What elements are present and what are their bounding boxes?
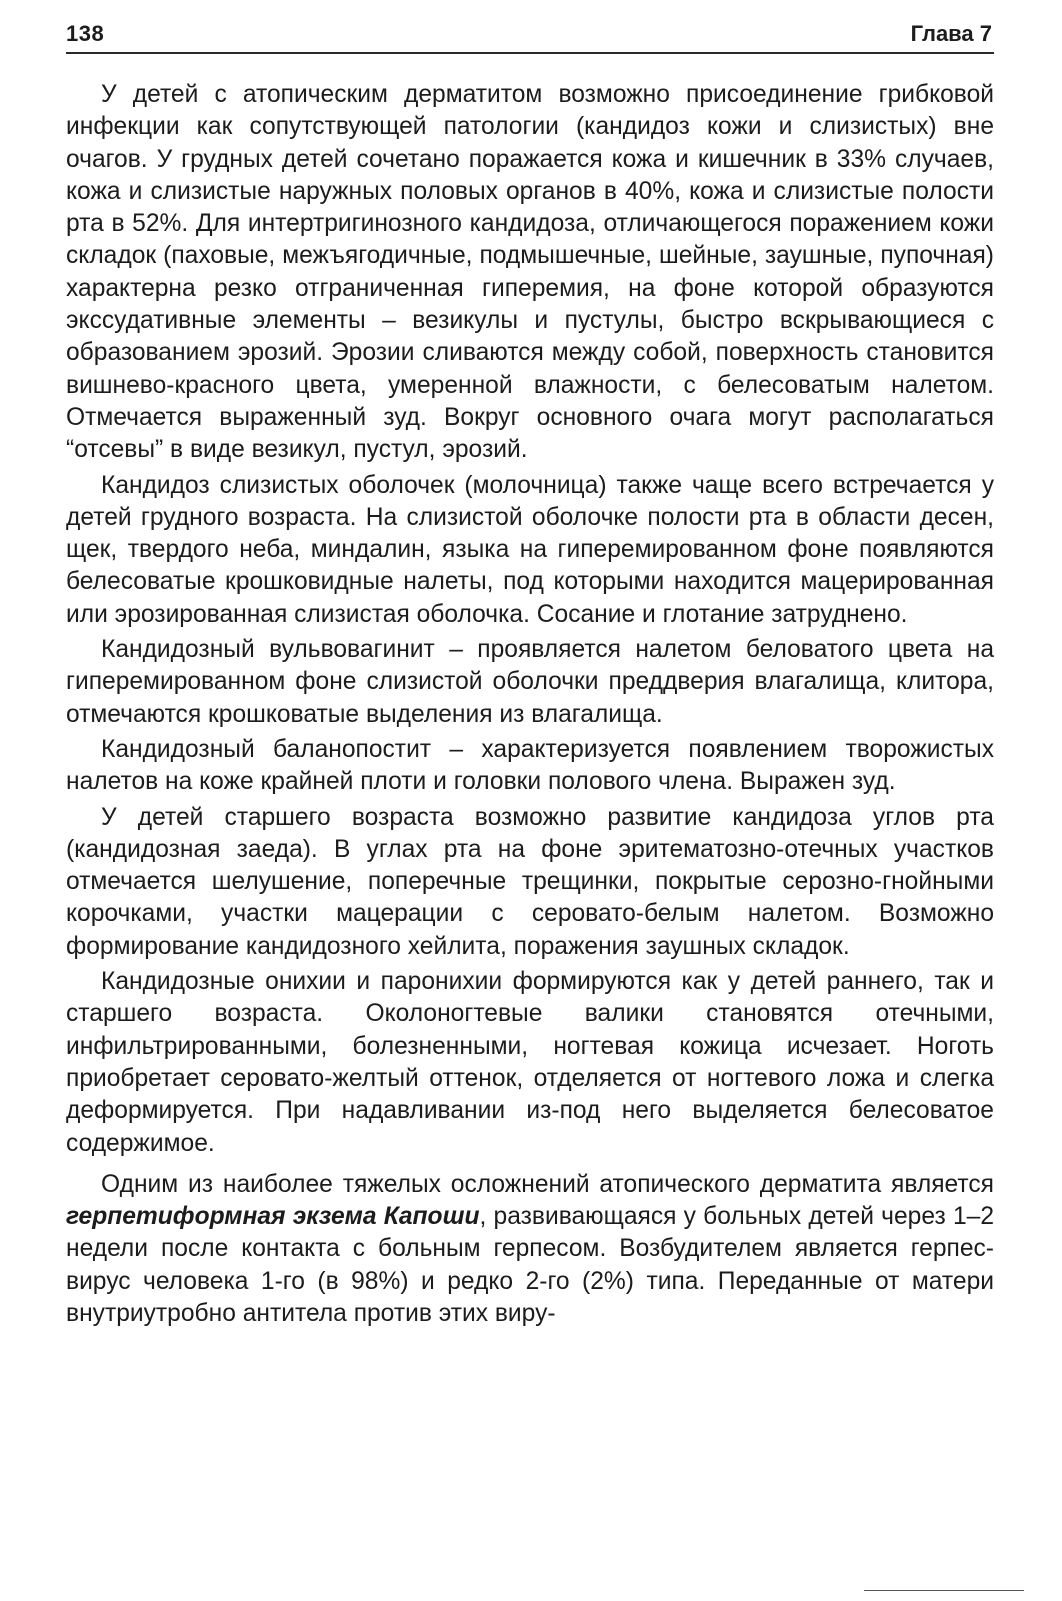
paragraph-atopic-fungal: У детей с атопическим дерматитом возможно присоединение грибковой инфекции как сопутствующей патологии (кандидоз кожи и слизистых) вне очагов. У грудных детей сочетано поражается кожа и кишечник в 33% случаев, кожа и слизистые наружных половых органов в 40%, кожа и слизистые полости рта в 52%. Для интертригинозного кандидоза, отличающегося поражением кожи складок (паховые, межъягодичные, подмышечные, шейные, заушные, пупочная) характерна резко отграниченная гиперемия, на фоне которой образуются экссудативные элементы – везикулы и пустулы, быстро вскрывающиеся с образованием эрозий. Эрозии сливаются между собой, поверхность становится вишнево-красного цвета, умеренной влажности, с белесоватым налетом. Отмечается выраженный зуд. Вокруг основного очага могут располагаться “отсевы” в виде везикул, пустул, эрозий.	[66, 81, 994, 464]
kaposi-intro-text: Одним из наиболее тяжелых осложнений атопического дерматита является	[101, 1170, 994, 1198]
paragraph-mucosal-candidiasis: Кандидоз слизистых оболочек (молочница) также чаще всего встречается у детей грудного возраста. На слизистой оболочке полости рта в области десен, щек, твердого неба, миндалин, языка на гиперемированном фоне появляются белесоватые крошковидные налеты, под которыми находится мацерированная или эрозированная слизистая оболочка. Сосание и глотание затруднено.	[66, 471, 994, 628]
chapter-label: Глава 7	[910, 21, 992, 46]
kaposi-continuation-text: , развивающаяся у больных детей через 1–2 недели после контакта с больным герпесом. Возбудителем является герпес-вирус человека 1-го (в 98%) и редко 2-го (2%) типа. Переданные от матери внутриутробно антитела против этих виру-	[66, 1203, 995, 1327]
paragraph-kaposi-eczema	[66, 1169, 994, 1330]
paragraph-onychia: Кандидозные онихии и паронихии формируются как у детей раннего, так и старшего возраста. Околоногтевые валики становятся отечными, инфильтрированными, болезненными, ногтевая кожица исчезает. Ноготь приобретает серовато-желтый оттенок, отделяется от ногтевого ложа и слегка деформируется. При надавливании из-под него выделяется белесоватое содержимое.	[66, 968, 994, 1157]
paragraph-angular-cheilitis: У детей старшего возраста возможно развитие кандидоза углов рта (кандидозная заеда). В углах рта на фоне эритематозно-отечных участков отмечается шелушение, поперечные трещинки, покрытые серозно-гнойными корочками, участки мацерации с серовато-белым налетом. Возможно формирование кандидозного хейлита, поражения заушных складок.	[66, 803, 994, 960]
paragraph-balanoposthitis: Кандидозный баланопостит – характеризуется появлением творожистых налетов на коже крайней плоти и головки полового члена. Выражен зуд.	[66, 735, 994, 796]
paragraph-vulvovaginitis: Кандидозный вульвовагинит – проявляется налетом беловатого цвета на гиперемированном фоне слизистой оболочки преддверия влагалища, клитора, отмечаются крошковатые выделения из влагалища.	[66, 636, 994, 728]
page-header	[66, 20, 994, 54]
kaposi-term: герпетиформная экзема Капоши	[66, 1203, 480, 1231]
page-number: 138	[66, 21, 105, 46]
footer-rule	[864, 1590, 1024, 1591]
body-text	[66, 79, 994, 1333]
